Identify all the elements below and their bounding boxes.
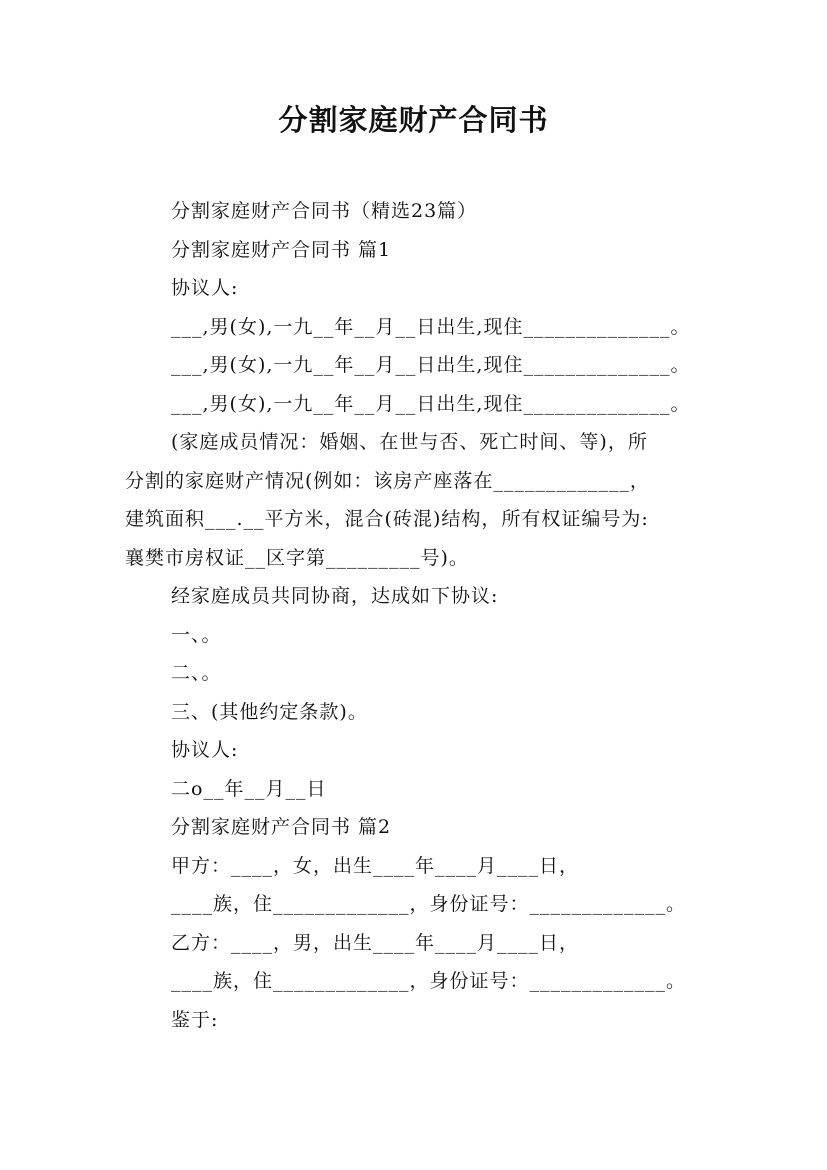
text-line: ___,男(女),一九__年__月__日出生,现住______________。 xyxy=(171,392,691,415)
text-line: 乙方：____，男，出生____年____月____日， xyxy=(171,931,580,954)
text-line: 二o__年__月__日 xyxy=(171,777,327,800)
text-line: (家庭成员情况：婚姻、在世与否、死亡时间、等)，所 xyxy=(171,431,648,453)
text-line: 鉴于: xyxy=(171,1008,219,1031)
text-line: 甲方：____，女，出生____年____月____日， xyxy=(171,854,580,877)
text-line: ___,男(女),一九__年__月__日出生,现住______________。 xyxy=(171,315,691,338)
text-line: ___,男(女),一九__年__月__日出生,现住______________。 xyxy=(171,354,691,376)
text-line: 协议人: xyxy=(171,277,239,299)
text-line: 三、(其他约定条款)。 xyxy=(171,700,368,723)
text-line: 二、。 xyxy=(171,662,222,684)
text-line: 协议人: xyxy=(171,739,239,761)
text-line: ____族，住_____________，身份证号：_____________。 xyxy=(171,893,687,915)
document-body xyxy=(125,192,705,1039)
text-line: 一、。 xyxy=(171,623,222,646)
text-line: 经家庭成员共同协商，达成如下协议: xyxy=(171,585,499,607)
document-title: 分割家庭财产合同书 xyxy=(278,103,549,137)
text-line: 分割家庭财产合同书（精选23篇） xyxy=(171,200,478,222)
text-line: ____族，住_____________，身份证号：_____________。 xyxy=(171,970,687,992)
text-line: 分割家庭财产合同书 篇2 xyxy=(171,816,392,838)
text-line: 分割的家庭财产情况(例如：该房产座落在_____________， xyxy=(125,469,650,492)
text-line: 襄樊市房权证__区字第_________号)。 xyxy=(125,546,469,569)
text-line: 分割家庭财产合同书 篇1 xyxy=(171,238,392,261)
text-line: 建筑面积___.__平方米，混合(砖混)结构，所有权证编号为: xyxy=(125,508,649,530)
